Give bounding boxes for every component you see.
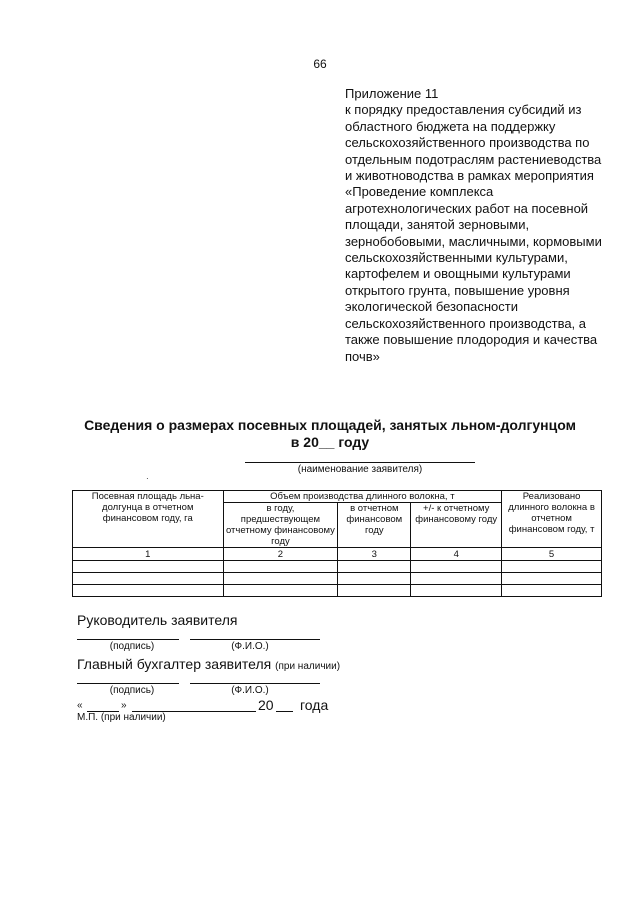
page-number: 66 — [313, 57, 327, 71]
date-year-line[interactable] — [276, 711, 293, 712]
table-cell[interactable] — [411, 585, 502, 597]
header-production-volume: Объем производства длинного волокна, т — [223, 491, 502, 503]
head-fio-line[interactable] — [190, 639, 320, 640]
accountant-note: (при наличии) — [275, 661, 341, 672]
column-number: 2 — [223, 548, 338, 561]
document-title-line2: в 20__ году — [290, 434, 370, 450]
head-fio-caption: (Ф.И.О.) — [231, 641, 269, 652]
date-year-word: года — [300, 697, 329, 713]
table-cell[interactable] — [338, 573, 411, 585]
table-cell[interactable] — [502, 561, 602, 573]
date-year-prefix: 20 — [258, 697, 274, 713]
document-title-line1: Сведения о размерах посевных площадей, занятых льном-долгунцом — [84, 417, 576, 433]
accountant-signature-caption: (подпись) — [109, 685, 155, 696]
column-number: 5 — [502, 548, 602, 561]
accountant-signature-line[interactable] — [77, 683, 179, 684]
head-signature-caption: (подпись) — [109, 641, 155, 652]
appendix-block — [345, 86, 610, 365]
table-cell[interactable] — [411, 561, 502, 573]
appendix-title: Приложение 11 — [345, 86, 439, 101]
accountant-fio-line[interactable] — [190, 683, 320, 684]
head-signature-line[interactable] — [77, 639, 179, 640]
production-table — [72, 490, 602, 597]
applicant-name-caption: (наименование заявителя) — [297, 464, 423, 475]
header-reporting-year: в отчетном финансовом году — [338, 503, 411, 548]
date-close-quote: » — [121, 700, 127, 711]
table-cell[interactable] — [73, 585, 224, 597]
column-number: 3 — [338, 548, 411, 561]
document-title — [60, 417, 600, 451]
header-change: +/- к отчетному финансовому году — [411, 503, 502, 548]
header-sown-area: Посевная площадь льна-долгунца в отчетном финансовом году, га — [73, 491, 224, 548]
accountant-label — [77, 656, 340, 672]
date-open-quote: « — [77, 700, 83, 711]
table-cell[interactable] — [502, 585, 602, 597]
applicant-name-line[interactable] — [245, 462, 475, 463]
table-cell[interactable] — [73, 573, 224, 585]
column-number: 1 — [73, 548, 224, 561]
table-cell[interactable] — [502, 573, 602, 585]
table-row — [73, 561, 602, 573]
header-previous-year: в году, предшествующем отчетному финансовому году — [223, 503, 338, 548]
table-cell[interactable] — [73, 561, 224, 573]
table-cell[interactable] — [411, 573, 502, 585]
accountant-label-text: Главный бухгалтер заявителя — [77, 656, 272, 672]
table-cell[interactable] — [223, 585, 338, 597]
header-sold-fiber: Реализовано длинного волокна в отчетном финансовом году, т — [502, 491, 602, 548]
accountant-fio-caption: (Ф.И.О.) — [231, 685, 269, 696]
table-cell[interactable] — [338, 561, 411, 573]
table-cell[interactable] — [223, 573, 338, 585]
table-cell[interactable] — [223, 561, 338, 573]
stamp-note: М.П. (при наличии) — [77, 712, 166, 723]
head-label: Руководитель заявителя — [77, 612, 238, 628]
column-number: 4 — [411, 548, 502, 561]
table-cell[interactable] — [338, 585, 411, 597]
table-row — [73, 585, 602, 597]
appendix-text: к порядку предоставления субсидий из областного бюджета на поддержку сельскохозяйственного производства по отдельным подотраслям растениеводства и животноводства в рамках мероприятия «Проведение комплекса агротехнологических работ на посевной площади, занятой зерновыми, зернобобовыми, масличными, кормовыми сельскохозяйственными культурами, картофелем и овощными культурами открытого грунта, повышение уровня экологической безопасности сельскохозяйственного производства, а также повышение плодородия и качества почв» — [345, 102, 602, 364]
scan-speck: · — [146, 474, 149, 483]
table-row — [73, 573, 602, 585]
